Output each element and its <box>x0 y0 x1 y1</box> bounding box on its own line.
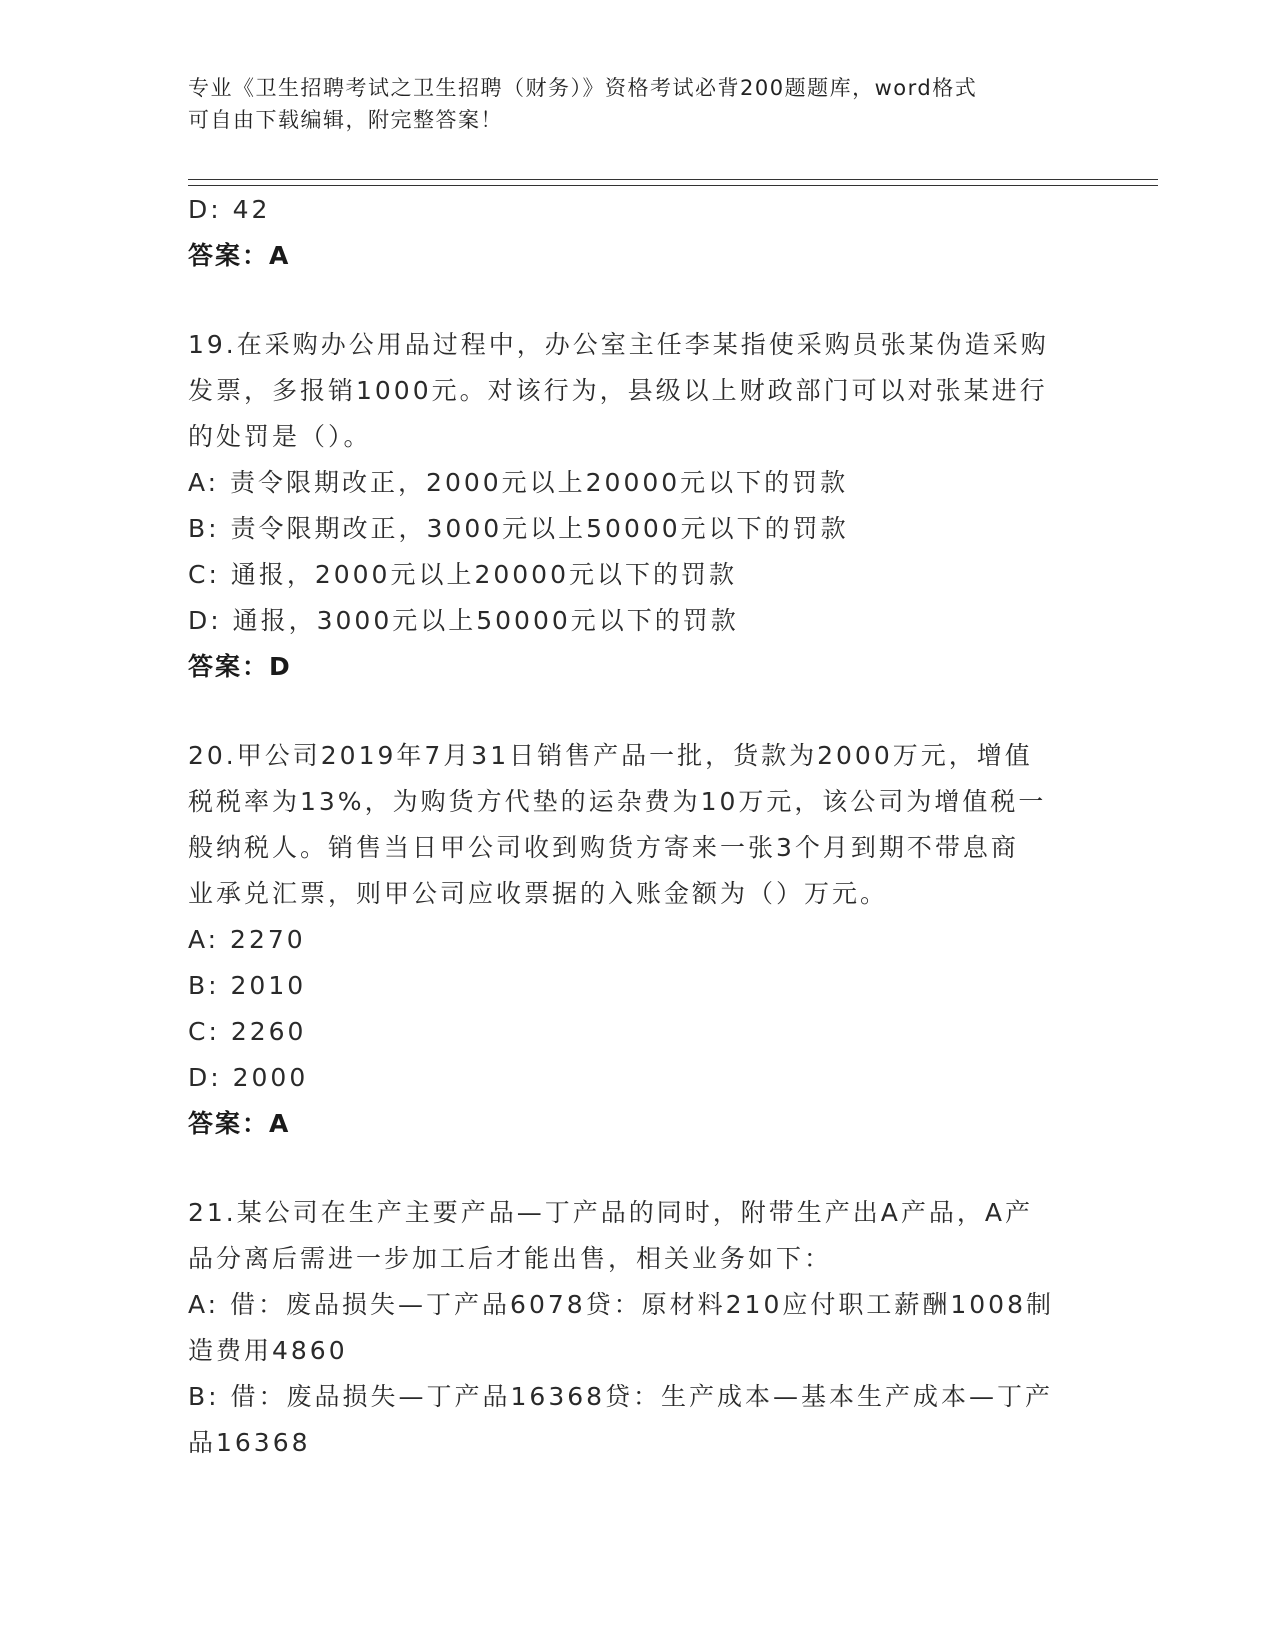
answer-label: 答案：A <box>188 1109 291 1138</box>
document-body <box>188 187 1088 1466</box>
option-d: D: 2000 <box>188 1063 309 1092</box>
question-stem-line: 的处罚是（）。 <box>188 422 372 451</box>
header-divider-top <box>188 179 1158 180</box>
option-c: C: 2260 <box>188 1017 307 1046</box>
question-stem-line: 21.某公司在生产主要产品—丁产品的同时，附带生产出A产品，A产 <box>188 1198 1033 1227</box>
answer-label: 答案：D <box>188 652 292 681</box>
option-b: B: 责令限期改正，3000元以上50000元以下的罚款 <box>188 514 849 543</box>
question-19 <box>188 322 1088 690</box>
option-b-continued: 品16368 <box>188 1428 311 1457</box>
question-stem-line: 发票，多报销1000元。对该行为，县级以上财政部门可以对张某进行 <box>188 376 1048 405</box>
header-divider-bottom <box>188 185 1158 186</box>
question-stem-line: 20.甲公司2019年7月31日销售产品一批，货款为2000万元，增值 <box>188 741 1033 770</box>
option-c: C: 通报，2000元以上20000元以下的罚款 <box>188 560 737 589</box>
previous-question-tail <box>188 187 1088 279</box>
option-a: A: 借：废品损失—丁产品6078贷：原材料210应付职工薪酬1008制 <box>188 1290 1054 1319</box>
option-a: A: 责令限期改正，2000元以上20000元以下的罚款 <box>188 468 849 497</box>
header-line-2: 可自由下载编辑，附完整答案！ <box>188 108 503 132</box>
option-d: D: 42 <box>188 195 271 224</box>
question-stem-line: 般纳税人。销售当日甲公司收到购货方寄来一张3个月到期不带息商 <box>188 833 1019 862</box>
header-line-1: 专业《卫生招聘考试之卫生招聘（财务）》资格考试必背200题题库，word格式 <box>188 76 978 100</box>
option-d: D: 通报，3000元以上50000元以下的罚款 <box>188 606 739 635</box>
question-21 <box>188 1190 1088 1466</box>
answer-label: 答案：A <box>188 241 291 270</box>
option-b: B: 借：废品损失—丁产品16368贷：生产成本—基本生产成本—丁产 <box>188 1382 1054 1411</box>
question-20 <box>188 733 1088 1147</box>
question-stem-line: 业承兑汇票，则甲公司应收票据的入账金额为（）万元。 <box>188 879 889 908</box>
question-stem-line: 19.在采购办公用品过程中，办公室主任李某指使采购员张某伪造采购 <box>188 330 1049 359</box>
question-stem-line: 品分离后需进一步加工后才能出售，相关业务如下： <box>188 1244 833 1273</box>
option-b: B: 2010 <box>188 971 307 1000</box>
option-a-continued: 造费用4860 <box>188 1336 348 1365</box>
question-stem-line: 税税率为13%，为购货方代垫的运杂费为10万元，该公司为增值税一 <box>188 787 1047 816</box>
option-a: A: 2270 <box>188 925 306 954</box>
document-header <box>188 72 1078 136</box>
